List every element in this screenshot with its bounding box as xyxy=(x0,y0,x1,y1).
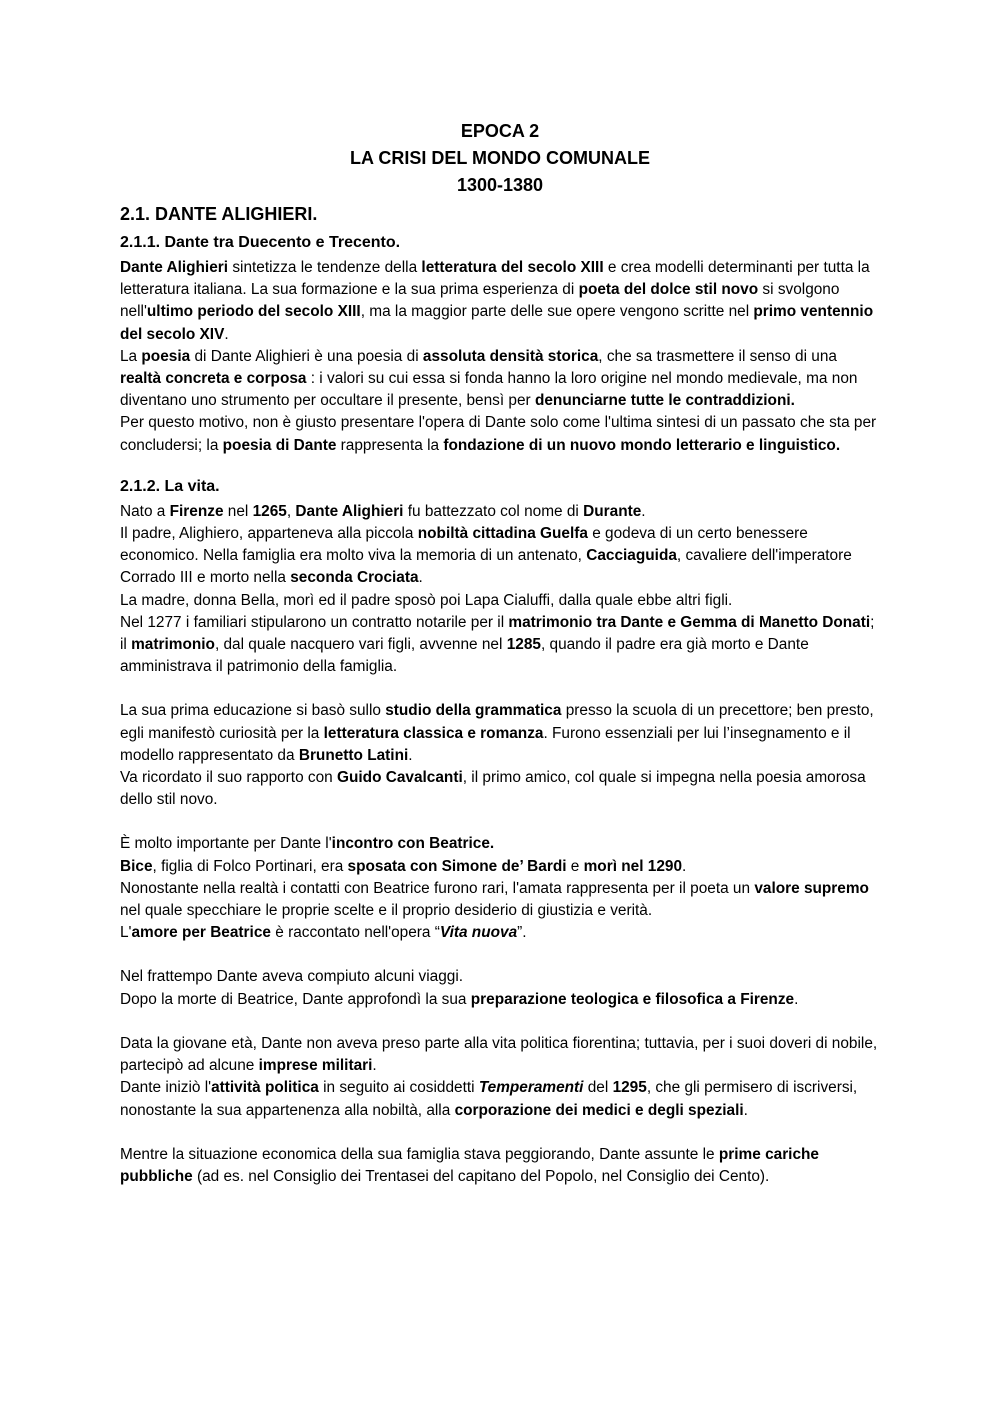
text-run: La madre, donna Bella, morì ed il padre sposò poi Lapa Cialuffi, dalla quale ebbe altri figli. xyxy=(120,591,733,609)
text-run: Dopo la morte di Beatrice, Dante approfondì la sua xyxy=(120,990,471,1008)
text-run: . xyxy=(682,857,687,875)
text-run: in seguito ai cosiddetti xyxy=(318,1079,479,1097)
text-run: . xyxy=(743,1101,748,1119)
paragraph xyxy=(120,700,880,767)
text-run: Mentre la situazione economica della sua famiglia stava peggiorando, Dante assunte le xyxy=(120,1145,719,1163)
text-run: Nel frattempo Dante aveva compiuto alcuni viaggi. xyxy=(120,968,464,986)
paragraph xyxy=(120,412,880,456)
paragraph xyxy=(120,966,880,988)
paragraph xyxy=(120,878,880,922)
bold-text: poeta del dolce stil novo xyxy=(578,281,759,299)
paragraph xyxy=(120,922,880,944)
paragraph xyxy=(120,523,880,590)
paragraph-spacer xyxy=(120,1011,880,1033)
paragraph-spacer xyxy=(120,944,880,966)
text-run: ; il xyxy=(120,613,875,654)
bold-text: amore per Beatrice xyxy=(131,924,271,942)
subsection-heading: 2.1.2. La vita. xyxy=(120,477,220,495)
paragraph xyxy=(120,346,880,413)
text-run: Nel 1277 i familiari stipularono un contratto notarile per il xyxy=(120,613,509,631)
text-run: è raccontato nell'opera “ xyxy=(270,924,440,942)
bold-text: assoluta densità storica xyxy=(422,347,599,365)
text-run: , xyxy=(286,502,296,520)
paragraph xyxy=(120,1033,880,1077)
bold-text: Cacciaguida xyxy=(586,547,677,565)
bold-text: Dante Alighieri xyxy=(295,502,404,520)
text-run: sintetizza le tendenze della xyxy=(228,259,422,276)
bold-text: Bice xyxy=(120,857,153,875)
text-run: di Dante Alighieri è una poesia di xyxy=(190,347,423,365)
text-run: nel quale specchiare le proprie scelte e il proprio desiderio di giustizia e verità. xyxy=(120,902,653,920)
paragraph-spacer xyxy=(120,678,880,700)
paragraph xyxy=(120,833,880,855)
text-run: . xyxy=(418,569,423,587)
text-run: Va ricordato il suo rapporto con xyxy=(120,769,338,787)
bold-text: Durante xyxy=(583,502,642,520)
text-run: nel xyxy=(223,502,253,520)
text-run: e crea modelli determinanti per tutta la letteratura italiana. La sua formazione e la sua prima esperienza di xyxy=(120,259,870,299)
paragraph-spacer xyxy=(120,457,880,473)
bold-text: 1285 xyxy=(506,636,541,654)
bold-text: corporazione dei medici e degli speziali xyxy=(454,1101,744,1119)
paragraph xyxy=(120,612,880,679)
bold-text: poesia xyxy=(141,347,191,365)
text-run: Nato a xyxy=(120,502,170,520)
bold-text: seconda Crociata xyxy=(290,569,419,587)
bold-text: Dante Alighieri xyxy=(120,259,229,276)
bold-text: ultimo periodo del secolo XIII xyxy=(146,303,361,321)
text-run: L' xyxy=(120,924,132,942)
text-run: , dal quale nacquero vari figli, avvenne nel xyxy=(214,636,507,654)
bold-text: letteratura classica e romanza xyxy=(323,724,544,742)
bold-text: realtà concreta e corposa xyxy=(120,370,307,388)
bold-text: Guido Cavalcanti xyxy=(337,769,463,787)
bold-text: letteratura del secolo XIII xyxy=(421,259,604,276)
text-run: Per questo motivo, non è giusto presentare l'opera di Dante solo come l'ultima sintesi di un passato che sta per concludersi; la xyxy=(120,414,877,454)
bold-text: imprese militari xyxy=(258,1057,373,1075)
text-run: ”. xyxy=(517,924,527,942)
paragraph-spacer xyxy=(120,1122,880,1144)
text-run: presso la scuola di un precettore; ben presto, egli manifestò curiosità per la xyxy=(120,702,874,742)
paragraph xyxy=(120,856,880,878)
text-run: La xyxy=(120,347,142,365)
bold-text: matrimonio tra Dante e Gemma di Manetto Donati xyxy=(508,613,871,631)
bold-text: Vita nuova xyxy=(439,924,518,942)
text-run: si svolgono nell' xyxy=(120,281,840,321)
bold-text: matrimonio xyxy=(131,636,215,654)
text-run: rappresenta la xyxy=(336,436,444,454)
text-run: Il padre, Alighiero, apparteneva alla piccola xyxy=(120,525,418,543)
bold-text: prime cariche pubbliche xyxy=(120,1145,819,1185)
epoch-header xyxy=(0,118,1000,199)
text-run: , ma la maggior parte delle sue opere vengono scritte nel xyxy=(360,303,754,321)
text-run: (ad es. nel Consiglio dei Trentasei del capitano del Popolo, nel Consiglio dei Cento). xyxy=(192,1167,770,1185)
bold-text: attività politica xyxy=(211,1079,319,1097)
paragraph xyxy=(120,1077,880,1121)
text-run: Data la giovane età, Dante non aveva preso parte alla vita politica fiorentina; tuttavia, per i suoi doveri di nobile, partecipò ad alcune xyxy=(120,1034,878,1075)
paragraph xyxy=(120,590,880,612)
text-run: e godeva di un certo benessere economico. Nella famiglia era molto viva la memoria di un antenato, xyxy=(120,525,808,565)
text-run: del xyxy=(583,1079,613,1097)
text-run: È molto importante per Dante l' xyxy=(120,835,332,853)
bold-text: preparazione teologica e filosofica a Firenze xyxy=(470,990,795,1008)
text-run: , che gli permisero di iscriversi, nonostante la sua appartenenza alla nobiltà, alla xyxy=(120,1079,858,1119)
text-run: . xyxy=(794,990,799,1008)
paragraph xyxy=(120,257,880,346)
paragraph-spacer xyxy=(120,811,880,833)
text-run: . Furono essenziali per lui l’insegnamento e il modello rappresentato da xyxy=(120,724,851,764)
bold-text: sposata con Simone de’ Bardi xyxy=(347,857,567,875)
text-run: La sua prima educazione si basò sullo xyxy=(120,702,386,720)
text-run: Dante iniziò l' xyxy=(120,1079,212,1097)
text-run: , figlia di Folco Portinari, era xyxy=(152,857,348,875)
text-run: . xyxy=(408,746,413,764)
text-run: . xyxy=(372,1057,377,1075)
bold-text: nobiltà cittadina Guelfa xyxy=(417,525,588,543)
text-run: fu battezzato col nome di xyxy=(403,502,584,520)
bold-text: denunciarne tutte le contraddizioni. xyxy=(534,392,795,410)
bold-text: studio della grammatica xyxy=(385,702,562,720)
text-run: e xyxy=(566,857,584,875)
section-heading: 2.1. DANTE ALIGHIERI. xyxy=(120,204,318,224)
bold-text: 1295 xyxy=(612,1079,647,1097)
paragraph xyxy=(120,767,880,811)
epoch-label: EPOCA 2 xyxy=(460,121,540,141)
bold-text: Brunetto Latini xyxy=(298,746,409,764)
subsection-heading: 2.1.1. Dante tra Duecento e Trecento. xyxy=(120,234,401,251)
bold-text: fondazione di un nuovo mondo letterario e linguistico. xyxy=(443,436,841,454)
bold-text: valore supremo xyxy=(754,879,869,897)
document-body xyxy=(120,199,880,1188)
text-run: : i valori su cui essa si fonda hanno la loro origine nel mondo medievale, ma non diventano uno strumento per occultare il presente, bensì per xyxy=(120,370,858,410)
bold-text: primo ventennio del secolo XIV xyxy=(120,303,874,343)
paragraph xyxy=(120,501,880,523)
bold-text: 1265 xyxy=(252,502,287,520)
bold-text: morì nel 1290 xyxy=(583,857,683,875)
text-run: , che sa trasmettere il senso di una xyxy=(598,347,837,365)
epoch-years: 1300-1380 xyxy=(456,175,544,195)
text-run: Nonostante nella realtà i contatti con Beatrice furono rari, l'amata rappresenta per il poeta un xyxy=(120,879,755,897)
paragraph xyxy=(120,989,880,1011)
bold-text: Temperamenti xyxy=(478,1079,584,1097)
text-run: , cavaliere dell'imperatore Corrado III e morto nella xyxy=(120,547,852,587)
text-run: , il primo amico, col quale si impegna nella poesia amorosa dello stil novo. xyxy=(120,769,866,809)
epoch-title: LA CRISI DEL MONDO COMUNALE xyxy=(350,148,650,168)
paragraph xyxy=(120,1144,880,1188)
bold-text: poesia di Dante xyxy=(222,436,337,454)
text-run: . xyxy=(641,502,646,520)
text-run: . xyxy=(224,325,229,343)
text-run: , quando il padre era già morto e Dante amministrava il patrimonio della famiglia. xyxy=(120,636,809,676)
bold-text: Firenze xyxy=(169,502,224,520)
bold-text: incontro con Beatrice. xyxy=(331,835,495,853)
